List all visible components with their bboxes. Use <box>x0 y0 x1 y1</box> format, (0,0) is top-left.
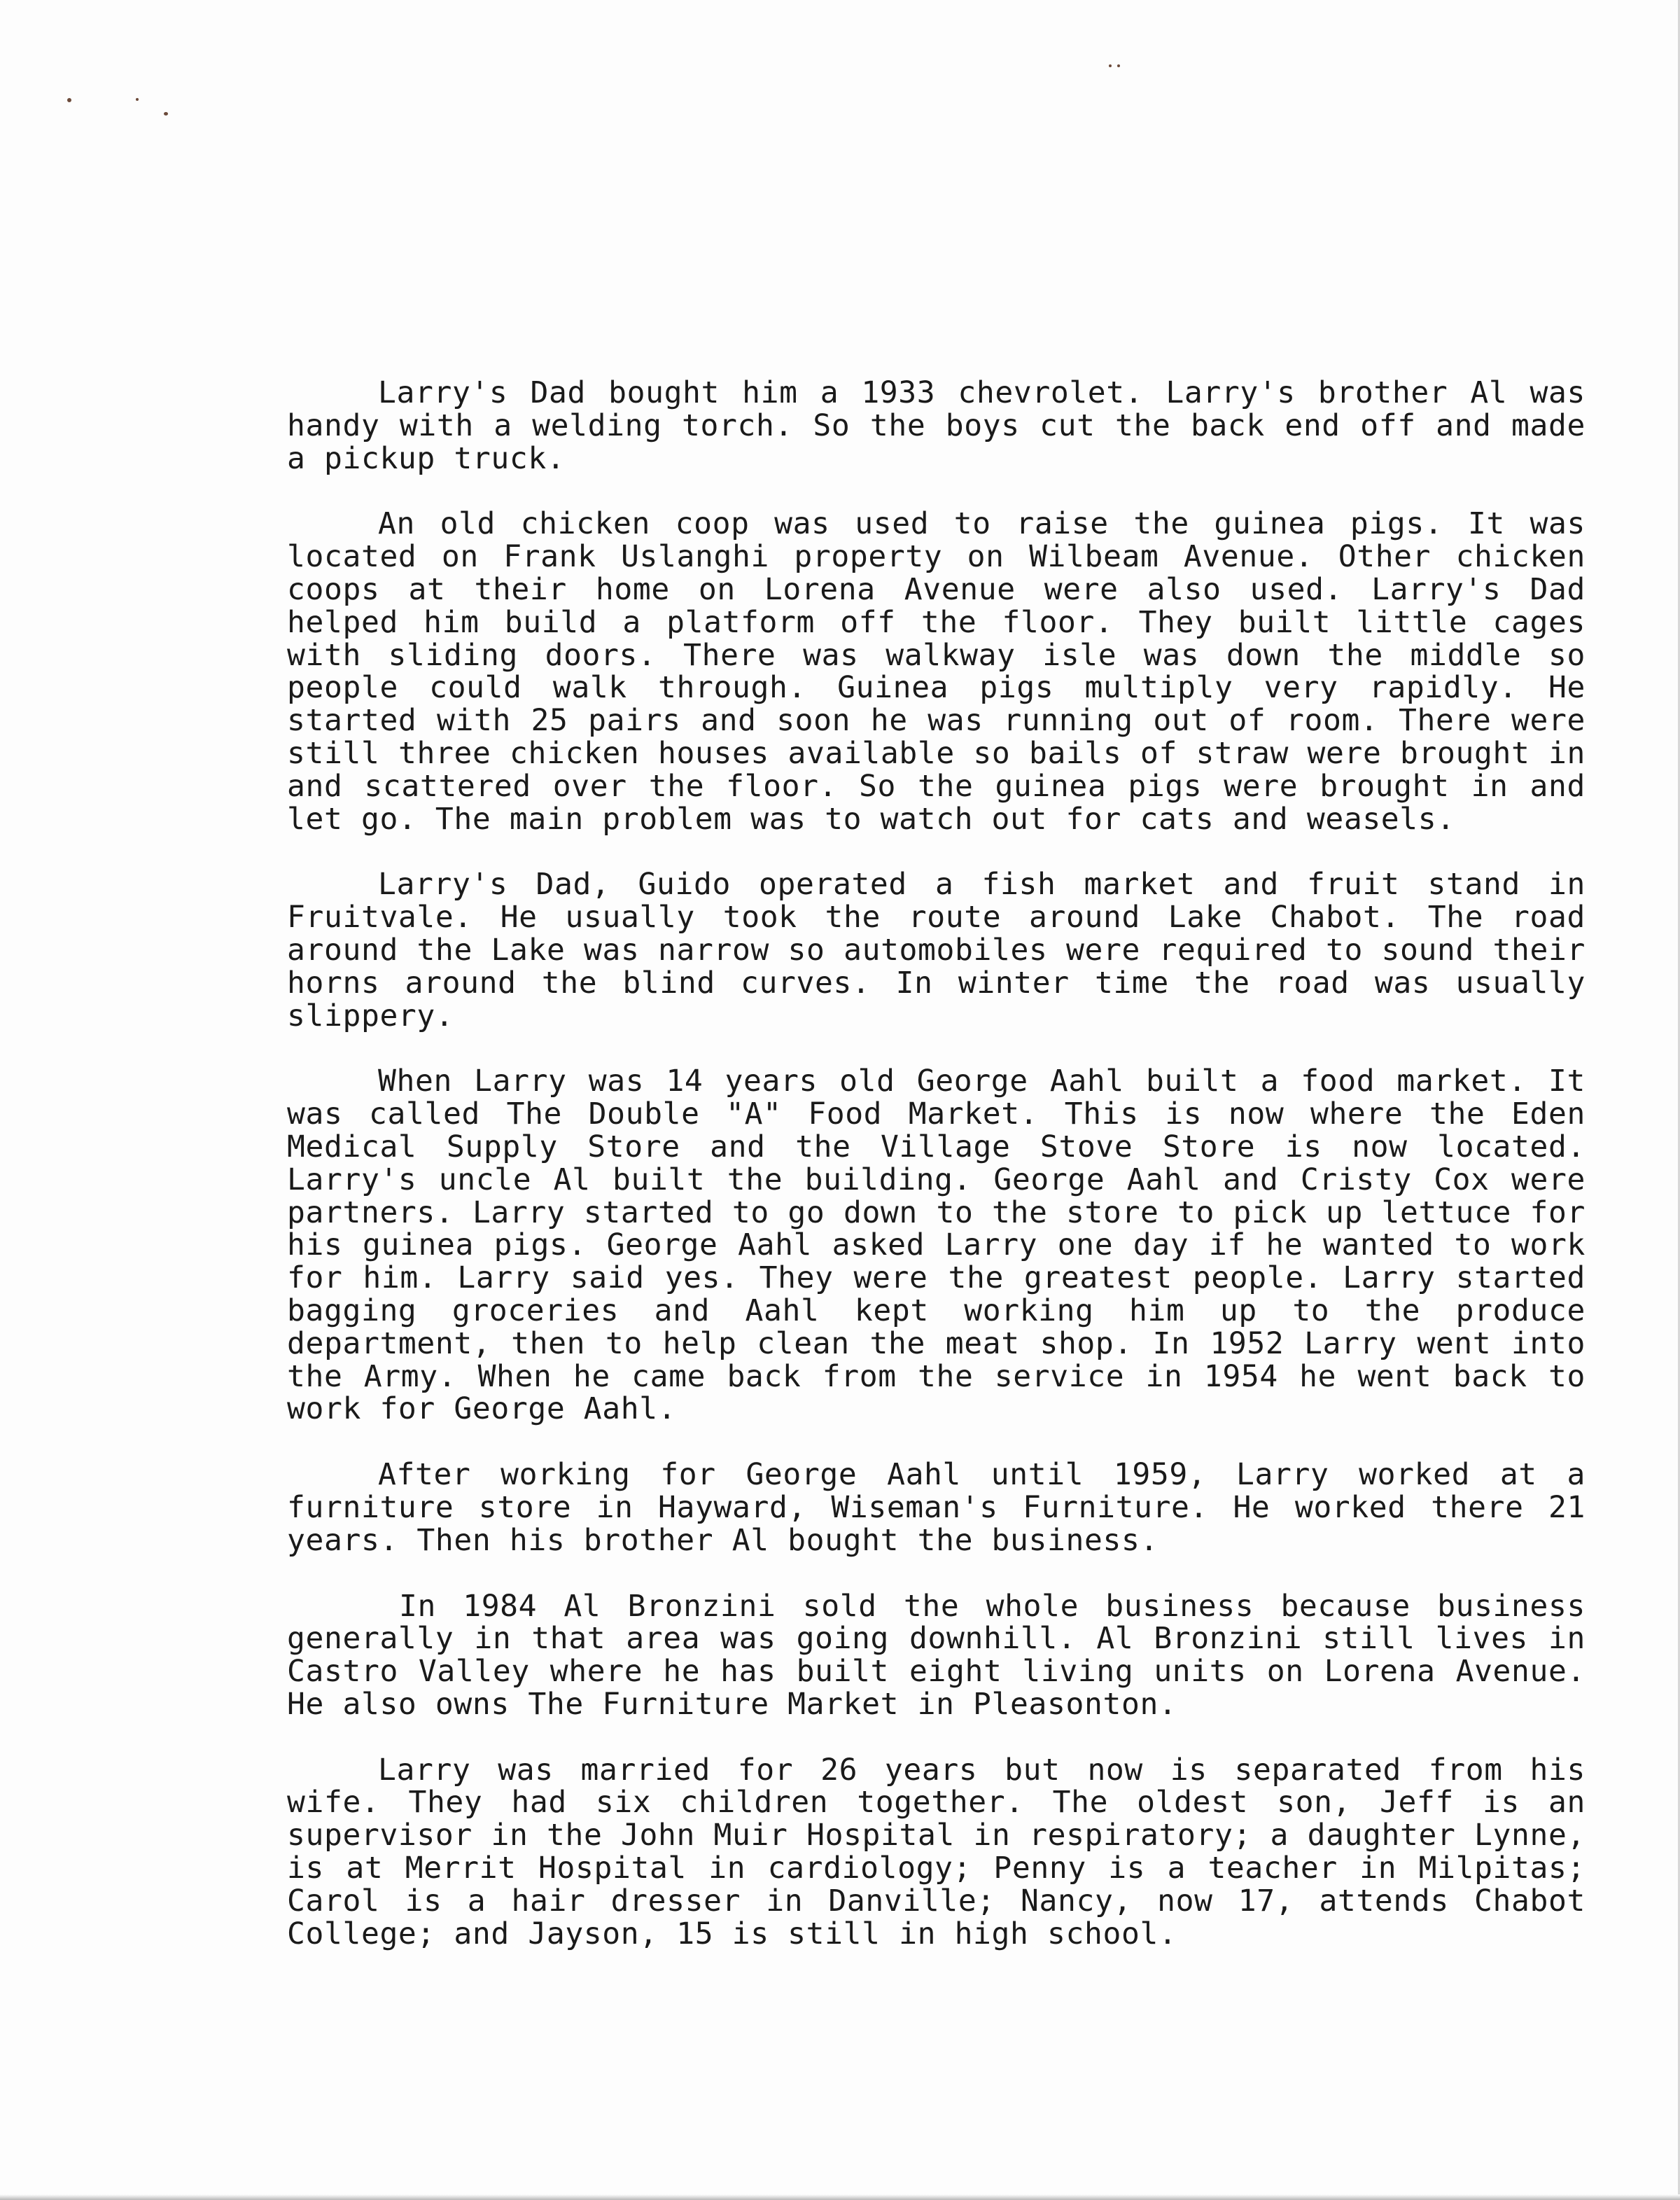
paragraph: When Larry was 14 years old George Aahl built a food market. It was called The Double "A" Food Market. This is now where the Eden Medical Supply Store and the Village Stove Store is now located. Larry's uncle Al built the building. George Aahl and Cristy Cox were partners. Larry started to go down to the store to pick up lettuce for his guinea pigs. George Aahl asked Larry one day if he wanted to work for him. Larry said yes. They were the greatest people. Larry started bagging groceries and Aahl kept working him up to the produce department, then to help clean the meat shop. In 1952 Larry went into the Army. When he came back from the service in 1954 he went back to work for George Aahl. <box>287 1064 1586 1427</box>
paragraph: In 1984 Al Bronzini sold the whole business because business generally in that area was going downhill. Al Bronzini still lives in Castro Valley where he has built eight living units on Lorena Avenue. He also owns The Furniture Market in Pleasonton. <box>287 1588 1586 1722</box>
paragraph: Larry was married for 26 years but now is separated from his wife. They had six children together. The oldest son, Jeff is an supervisor in the John Muir Hospital in respiratory; a daughter Lynne, is at Merrit Hospital in cardiology; Penny is a teacher in Milpitas; Carol is a hair dresser in Danville; Nancy, now 17, attends Chabot College; and Jayson, 15 is still in high school. <box>287 1752 1586 1951</box>
scan-speck <box>136 98 139 101</box>
paragraph: Larry's Dad, Guido operated a fish market and fruit stand in Fruitvale. He usually took the route around Lake Chabot. The road around the Lake was narrow so automobiles were required to sound their horns around the blind curves. In winter time the road was usually slippery. <box>287 867 1586 1033</box>
scan-speck <box>1109 64 1112 67</box>
scan-speck <box>1117 64 1120 67</box>
paragraph: An old chicken coop was used to raise the guinea pigs. It was located on Frank Uslanghi property on Wilbeam Avenue. Other chicken coops at their home on Lorena Avenue were also used. Larry's Dad helped him build a platform off the floor. They built little cages with sliding doors. There was walkway isle was down the middle so people could walk through. Guinea pigs multiply very rapidly. He started with 25 pairs and soon he was running out of room. There were still three chicken houses available so bails of straw were brought in and scattered over the floor. So the guinea pigs were brought in and let go. The main problem was to watch out for cats and weasels. <box>287 506 1586 837</box>
document-body <box>287 377 1586 1983</box>
scan-speck <box>67 98 71 102</box>
scan-speck <box>164 112 168 116</box>
scan-edge <box>0 2194 1680 2200</box>
paragraph: Larry's Dad bought him a 1933 chevrolet. Larry's brother Al was handy with a welding torch. So the boys cut the back end off and made a pickup truck. <box>287 375 1586 476</box>
paragraph: After working for George Aahl until 1959, Larry worked at a furniture store in Hayward, Wiseman's Furniture. He worked there 21 years. Then his brother Al bought the business. <box>287 1457 1586 1558</box>
